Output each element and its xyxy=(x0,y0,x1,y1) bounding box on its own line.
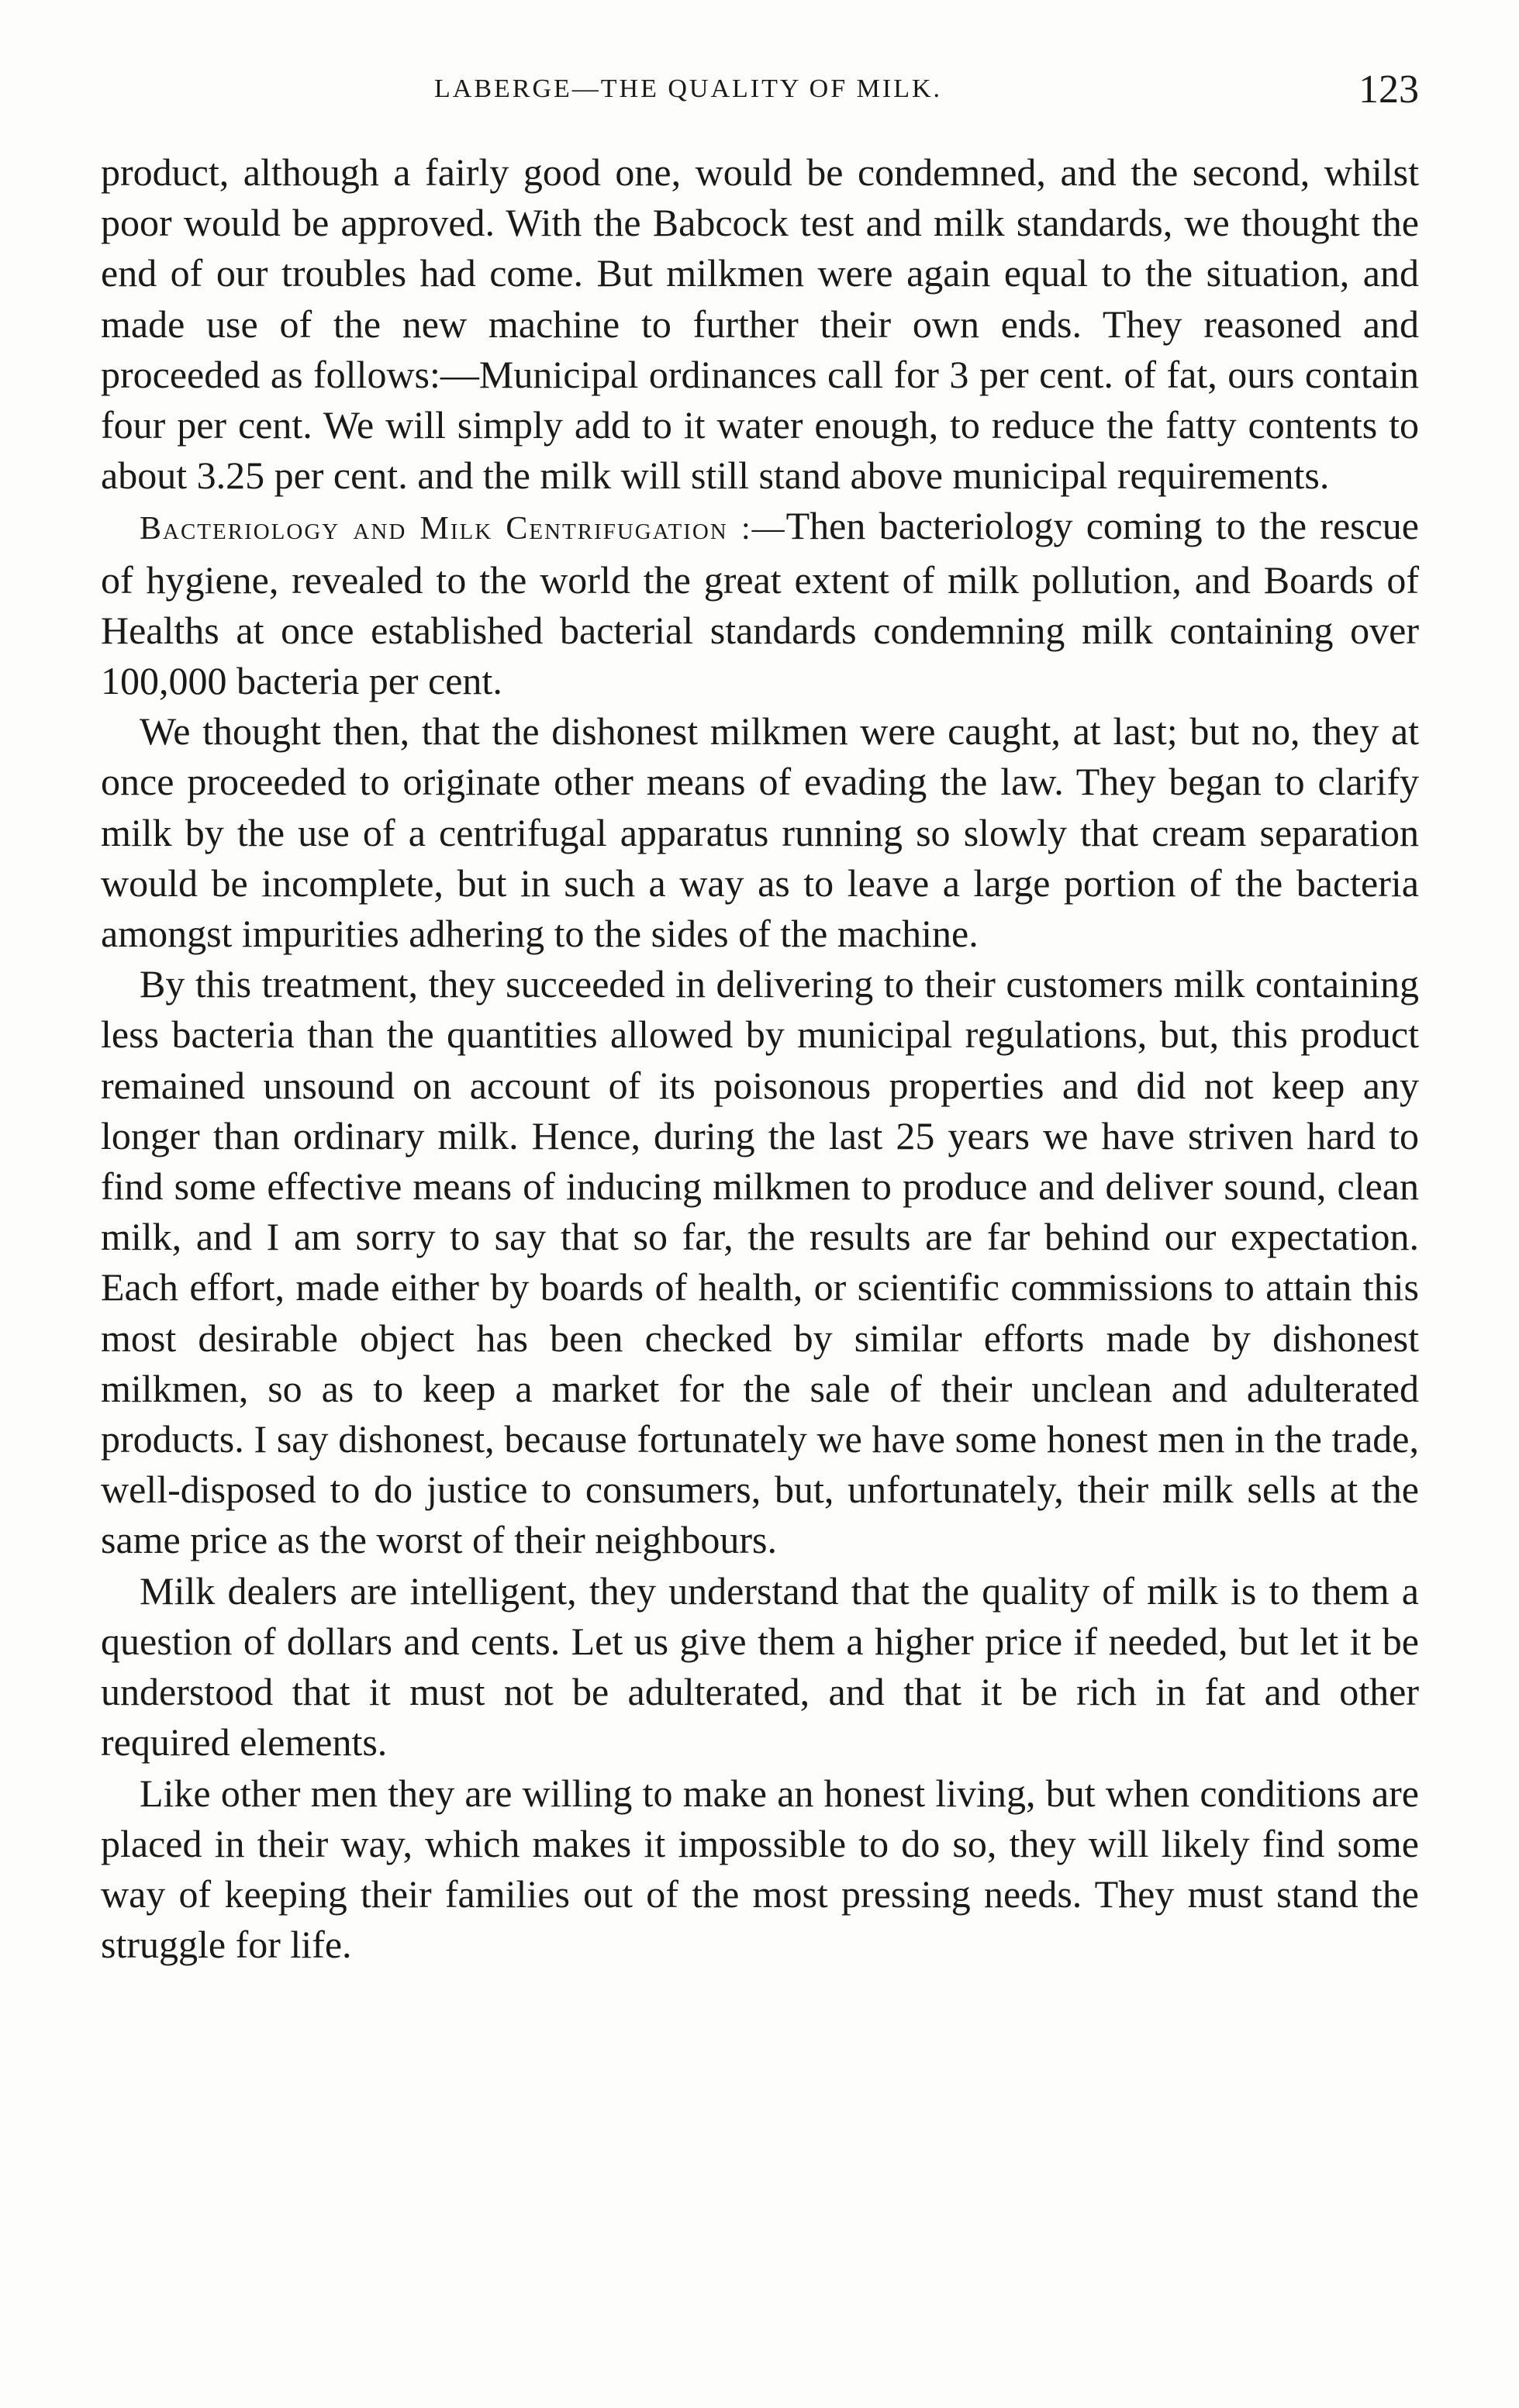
body-text xyxy=(101,147,1419,1970)
section-heading: Bacteriology and Milk Centrifugation :— xyxy=(140,511,786,547)
paragraph-dishonest-milkmen xyxy=(101,706,1419,959)
paragraph-text: Then bacteriology coming to the rescue of hygiene, revealed to the world the great extent of milk pollution, and Boards of Healths at once established bacterial standards condemning milk containing over 100,000 bacteria per cent. xyxy=(101,504,1419,703)
paragraph-honest-living xyxy=(101,1768,1419,1971)
page-number: 123 xyxy=(1358,67,1419,112)
page-header xyxy=(101,67,1419,121)
running-head: LABERGE—THE QUALITY OF MILK. xyxy=(434,74,943,103)
paragraph-milk-dealers xyxy=(101,1566,1419,1768)
paragraph-text: We thought then, that the dishonest milkmen were caught, at last; but no, they at once proceeded to originate other means of evading the law. They began to clarify milk by the use of a centrifugal apparatus running so slowly that cream separation would be incomplete, but in such a way as to leave a large portion of the bacteria amongst impurities adhering to the sides of the machine. xyxy=(101,709,1419,956)
paragraph-text: product, although a fairly good one, would be condemned, and the second, whilst poor would be approved. With the Babcock test and milk standards, we thought the end of our troubles had come. But milkmen were again equal to the situation, and made use of the new machine to further their own ends. They reasoned and proceeded as follows:—Municipal ordinances call for 3 per cent. of fat, ours contain four per cent. We will simply add to it water enough, to reduce the fatty contents to about 3.25 per cent. and the milk will still stand above municipal requirements. xyxy=(101,150,1419,498)
paragraph-text: Milk dealers are intelligent, they understand that the quality of milk is to them a question of dollars and cents. Let us give them a higher price if needed, but let it be understood that it must not be adulterated, and that it be rich in fat and other required elements. xyxy=(101,1568,1419,1765)
paragraph-continuation xyxy=(101,147,1419,501)
paragraph-text: Like other men they are willing to make an honest living, but when conditions are placed in their way, which makes it impossible to do so, they will likely find some way of keeping their families out of the most pressing needs. They must stand the struggle for life. xyxy=(101,1771,1419,1967)
paragraph-bacteriology xyxy=(101,501,1419,706)
paragraph-text: By this treatment, they succeeded in delivering to their customers milk containing less bacteria than the quantities allowed by municipal regulations, but, this product remained unsound on account of its poisonous properties and did not keep any longer than ordinary milk. Hence, during the last 25 years we have striven hard to find some effective means of inducing milkmen to produce and deliver sound, clean milk, and I am sorry to say that so far, the results are far behind our expectation. Each effort, made either by boards of health, or scientific commissions to attain this most desirable object has been checked by similar efforts made by dishonest milkmen, so as to keep a market for the sale of their unclean and adulterated products. I say dishonest, because fortunately we have some honest men in the trade, well-disposed to do justice to consumers, but, unfortunately, their milk sells at the same price as the worst of their neighbours. xyxy=(101,962,1419,1562)
paragraph-treatment xyxy=(101,959,1419,1565)
